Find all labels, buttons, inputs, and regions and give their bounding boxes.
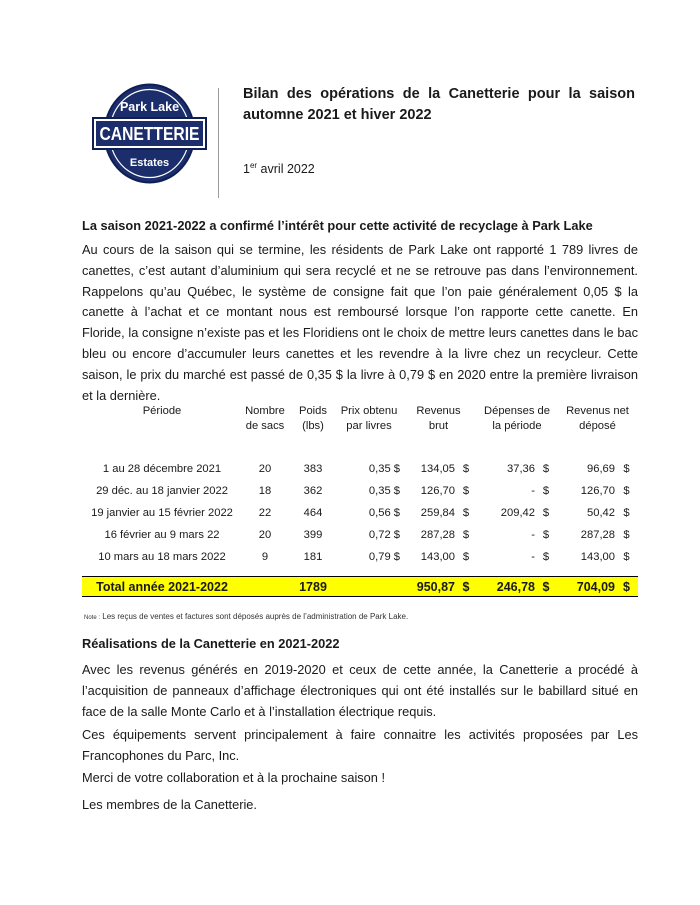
cell-poids: 362	[303, 485, 323, 497]
logo-main-text: CANETTERIE	[99, 124, 200, 144]
cell-currency: $	[462, 507, 470, 519]
section2-paragraph-2: Ces équipements servent principalement à faire connaitre les activités proposées par Les Francophones du Parc, Inc.	[82, 727, 638, 763]
table-total-row	[82, 577, 638, 597]
logo-top-text: Park Lake	[119, 100, 180, 114]
logo-bottom-text: Estates	[129, 157, 170, 169]
cell-currency: $	[623, 529, 630, 541]
total-depenses: 246,78	[477, 577, 535, 597]
cell-prix: 0,35 $	[368, 463, 400, 475]
date-superscript: er	[249, 161, 258, 170]
cell-net: 96,69	[587, 463, 615, 475]
cell-net: 287,28	[580, 529, 615, 541]
cell-periode: 29 déc. au 18 janvier 2022	[96, 485, 228, 497]
section2-signature: Les membres de la Canetterie.	[82, 797, 257, 812]
cell-sacs: 9	[261, 551, 269, 563]
document-date	[243, 161, 315, 176]
cell-periode: 16 février au 9 mars 22	[104, 529, 220, 541]
col-depenses: Dépenses de la période	[484, 405, 550, 432]
cell-revenus: 126,70	[420, 485, 455, 497]
cell-currency: $	[623, 463, 630, 475]
section2-heading: Réalisations de la Canetterie en 2021-2022	[82, 636, 340, 651]
cell-revenus: 259,84	[420, 507, 455, 519]
cell-poids: 464	[303, 507, 323, 519]
cell-revenus: 143,00	[420, 551, 455, 563]
cell-prix: 0,72 $	[368, 529, 400, 541]
col-periode: Période	[142, 405, 182, 417]
cell-currency: $	[623, 551, 630, 563]
table-row	[82, 480, 638, 502]
cell-poids: 399	[303, 529, 323, 541]
canetterie-logo	[91, 82, 208, 185]
total-revenus: 950,87	[400, 577, 455, 597]
cell-revenus: 134,05	[420, 463, 455, 475]
cell-sacs: 22	[258, 507, 272, 519]
operations-table	[82, 404, 638, 597]
cell-currency: $	[615, 577, 638, 597]
cell-currency: $	[455, 577, 477, 597]
section1-body: Au cours de la saison qui se termine, les résidents de Park Lake ont rapporté 1 789 livres de canettes, c’est autant d’aluminium qui sera recyclé et ne se retrouve pas dans l’environnement. Rappelons qu’au Québec, le système de consigne fait que l’on paie généralement 0,05 $ la canette à l’achat et ce montant nous est remboursé lorsque l’on rapporte cette canette. En Floride, la consigne n’existe pas et les Floridiens ont le choix de mettre leurs canettes dans le bac bleu ou encore d’accumuler leurs canettes et les revendre à la livre chez un recycleur. Cette saison, le prix du marché est passé de 0,35 $ la livre à 0,79 $ en 2020 entre la première livraison et la dernière.	[82, 242, 638, 403]
note-text: Les reçus de ventes et factures sont déposés auprès de l’administration de Park Lake.	[102, 612, 409, 621]
cell-depenses: 37,36	[507, 463, 535, 475]
cell-currency: $	[462, 529, 470, 541]
cell-currency: $	[542, 507, 550, 519]
cell-currency: $	[462, 463, 470, 475]
cell-currency: $	[542, 551, 550, 563]
total-label: Total année 2021-2022	[82, 577, 242, 597]
cell-depenses: 209,42	[500, 507, 535, 519]
cell-currency: $	[462, 485, 470, 497]
cell-poids: 383	[303, 463, 323, 475]
cell-poids: 181	[303, 551, 323, 563]
note-prefix: Note :	[84, 615, 101, 621]
col-revenus: Revenus brut	[416, 405, 461, 432]
table-row	[82, 546, 638, 568]
cell-currency: $	[542, 529, 550, 541]
total-poids: 1789	[288, 577, 338, 597]
date-day: 1	[243, 162, 250, 177]
cell-periode: 19 janvier au 15 février 2022	[91, 507, 233, 519]
cell-sacs: 20	[258, 529, 272, 541]
col-poids: Poids (lbs)	[299, 405, 327, 432]
cell-currency: $	[542, 463, 550, 475]
header-divider	[218, 88, 219, 198]
total-net: 704,09	[557, 577, 615, 597]
cell-currency: $	[623, 485, 630, 497]
table-row	[82, 458, 638, 480]
cell-prix: 0,56 $	[368, 507, 400, 519]
section2-paragraph-1: Avec les revenus générés en 2019-2020 et ceux de cette année, la Canetterie a procédé à l’acquisition de panneaux d’affichage électroniques qui ont été installés sur le babillard situé en face de la salle Monte Carlo et à l’installation électrique requis.	[82, 662, 638, 719]
cell-depenses: -	[531, 529, 535, 541]
col-prix: Prix obtenu par livres	[340, 405, 398, 432]
table-row	[82, 502, 638, 524]
date-rest: avril 2022	[257, 162, 315, 177]
cell-periode: 1 au 28 décembre 2021	[102, 463, 222, 475]
cell-sacs: 18	[258, 485, 272, 497]
cell-net: 143,00	[580, 551, 615, 563]
table-row	[82, 524, 638, 546]
cell-depenses: -	[531, 485, 535, 497]
table-header-row	[82, 404, 638, 450]
cell-depenses: -	[531, 551, 535, 563]
section2-paragraph-3: Merci de votre collaboration et à la prochaine saison !	[82, 770, 386, 785]
section1-heading: La saison 2021-2022 a confirmé l’intérêt pour cette activité de recyclage à Park Lake	[82, 218, 593, 233]
table-note	[84, 612, 408, 621]
cell-net: 126,70	[580, 485, 615, 497]
cell-currency: $	[542, 485, 550, 497]
cell-prix: 0,79 $	[368, 551, 400, 563]
cell-prix: 0,35 $	[368, 485, 400, 497]
cell-currency: $	[623, 507, 630, 519]
cell-periode: 10 mars au 18 mars 2022	[98, 551, 226, 563]
col-sacs: Nombre de sacs	[245, 405, 285, 432]
cell-revenus: 287,28	[420, 529, 455, 541]
col-net: Revenus net déposé	[566, 405, 629, 432]
document-title: Bilan des opérations de la Canetterie pour la saison automne 2021 et hiver 2022	[243, 86, 635, 123]
cell-currency: $	[535, 577, 557, 597]
cell-net: 50,42	[587, 507, 615, 519]
cell-sacs: 20	[258, 463, 272, 475]
cell-currency: $	[462, 551, 470, 563]
